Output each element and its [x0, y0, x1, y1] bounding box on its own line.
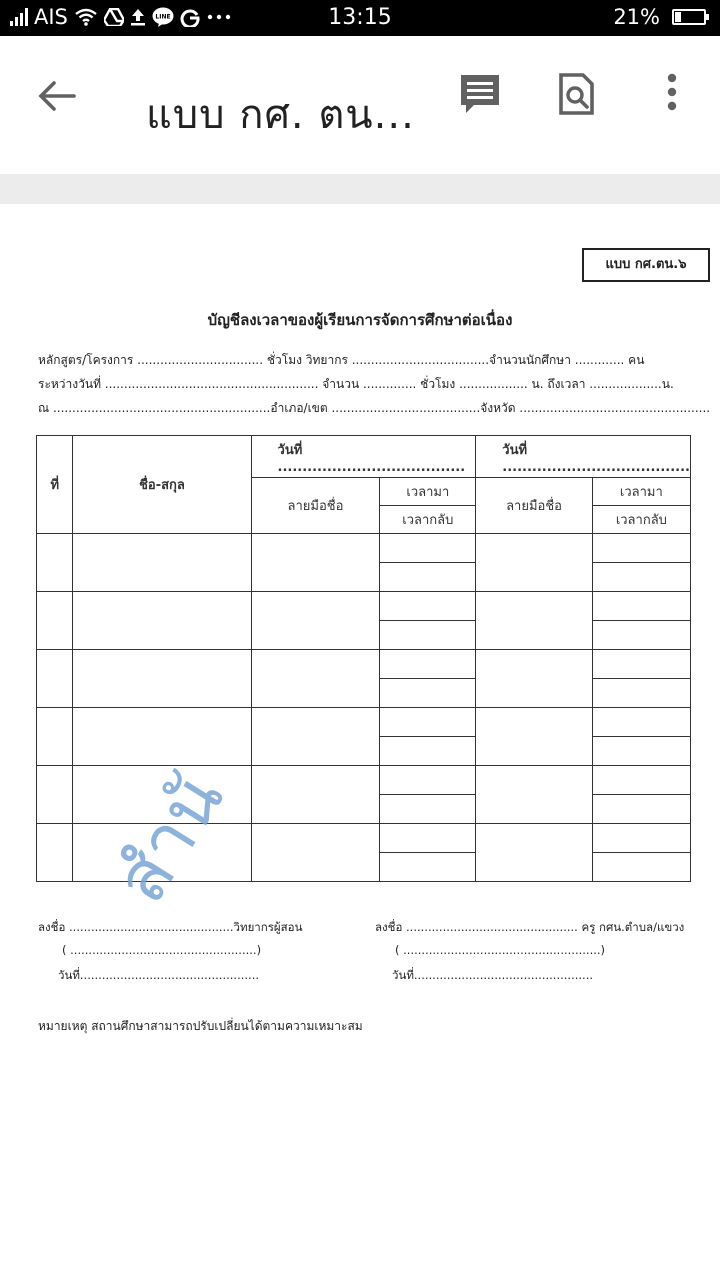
status-bar — [0, 0, 720, 36]
table-row — [37, 592, 691, 621]
cell-time-in-1 — [380, 708, 476, 737]
remark-note: หมายเหตุ สถานศึกษาสามารถปรับเปลี่ยนได้ตามความเหมาะสม — [38, 1019, 363, 1033]
cell-time-out-2 — [592, 795, 690, 824]
battery-percent: 21% — [613, 5, 660, 29]
cell-time-out-2 — [592, 737, 690, 766]
cell-signature-1 — [251, 650, 380, 708]
cell-signature-1 — [251, 766, 380, 824]
cell-time-in-2 — [592, 824, 690, 853]
date-header-1: วันที่ ...................................... — [251, 436, 476, 478]
battery-icon — [672, 9, 706, 25]
cell-time-out-2 — [592, 853, 690, 882]
cell-time-in-2 — [592, 766, 690, 795]
table-row — [37, 650, 691, 679]
col-header-time-in-1: เวลามา — [380, 478, 476, 506]
clock: 13:15 — [328, 5, 392, 30]
cell-signature-1 — [251, 534, 380, 592]
cell-signature-1 — [251, 592, 380, 650]
cell-number — [37, 650, 73, 708]
col-header-number: ที่ — [37, 436, 73, 534]
cell-time-in-2 — [592, 650, 690, 679]
cell-name — [73, 650, 251, 708]
col-header-time-out-2: เวลากลับ — [592, 506, 690, 534]
battery-level — [675, 12, 681, 22]
app-bar — [0, 36, 720, 174]
table-row — [37, 708, 691, 737]
date-header-2: วันที่ ...................................... — [476, 436, 691, 478]
cell-time-in-1 — [380, 766, 476, 795]
col-header-time-out-1: เวลากลับ — [380, 506, 476, 534]
cell-number — [37, 592, 73, 650]
cell-time-out-1 — [380, 795, 476, 824]
cell-time-out-1 — [380, 853, 476, 882]
back-arrow-icon[interactable] — [34, 74, 78, 118]
col-header-signature-1: ลายมือชื่อ — [251, 478, 380, 534]
cell-time-out-1 — [380, 737, 476, 766]
page-separator — [0, 174, 720, 204]
cell-time-out-2 — [592, 621, 690, 650]
col-header-signature-2: ลายมือชื่อ — [476, 478, 592, 534]
instructor-name-line: ( ...................................................) — [62, 943, 262, 957]
table-row — [37, 534, 691, 563]
cell-signature-2 — [476, 650, 592, 708]
cell-number — [37, 824, 73, 882]
carrier-label: AIS — [34, 5, 68, 29]
cell-time-out-1 — [380, 563, 476, 592]
cell-signature-2 — [476, 592, 592, 650]
cell-name — [73, 592, 251, 650]
cell-number — [37, 766, 73, 824]
col-header-time-in-2: เวลามา — [592, 478, 690, 506]
cell-time-in-1 — [380, 650, 476, 679]
cell-signature-2 — [476, 766, 592, 824]
cell-time-in-2 — [592, 708, 690, 737]
cell-time-in-2 — [592, 592, 690, 621]
cell-name — [73, 534, 251, 592]
cell-signature-1 — [251, 708, 380, 766]
info-line-course: หลักสูตร/โครงการ ................................. ชั่วโมง วิทยากร ....................................จำนวนนักศึกษา ............. คน — [38, 353, 645, 367]
cell-number — [37, 534, 73, 592]
document-title: แบบ กศ. ตน... — [146, 92, 415, 138]
info-line-location: ณ .........................................................อำเภอ/เขต .......................................จังหวัด .................................................. — [38, 401, 711, 415]
cell-signature-1 — [251, 824, 380, 882]
form-title: บัญชีลงเวลาของผู้เรียนการจัดการศึกษาต่อเนื่อง — [207, 311, 513, 329]
cell-time-in-1 — [380, 824, 476, 853]
info-line-period: ระหว่างวันที่ ........................................................ จำนวน .............. ชั่วโมง .................. น. ถึงเวลา ...................น. — [38, 377, 674, 391]
cell-time-out-2 — [592, 563, 690, 592]
teacher-date-line: วันที่................................................. — [392, 968, 594, 982]
cell-time-in-1 — [380, 592, 476, 621]
find-in-page-icon[interactable] — [554, 72, 598, 116]
cell-number — [37, 708, 73, 766]
form-code-box: แบบ กศ.ตน.๖ — [582, 248, 710, 282]
cell-time-out-2 — [592, 679, 690, 708]
col-header-name: ชื่อ-สกุล — [73, 436, 251, 534]
cell-time-in-1 — [380, 534, 476, 563]
instructor-signature-line: ลงชื่อ .............................................วิทยากรผู้สอน — [38, 920, 303, 934]
instructor-date-line: วันที่................................................. — [58, 968, 260, 982]
teacher-signature-line: ลงชื่อ ............................................... ครู กศน.ตำบล/แขวง — [375, 920, 685, 934]
cell-signature-2 — [476, 534, 592, 592]
comment-icon[interactable] — [458, 72, 502, 116]
cell-time-out-1 — [380, 679, 476, 708]
teacher-name-line: ( ......................................................) — [395, 943, 606, 957]
more-vert-icon[interactable] — [652, 72, 692, 116]
svg-text:LINE: LINE — [155, 13, 171, 21]
document-page[interactable] — [0, 204, 720, 1280]
watermark-text: สำนั — [97, 759, 240, 917]
cell-time-out-1 — [380, 621, 476, 650]
cell-signature-2 — [476, 708, 592, 766]
cell-time-in-2 — [592, 534, 690, 563]
cell-signature-2 — [476, 824, 592, 882]
